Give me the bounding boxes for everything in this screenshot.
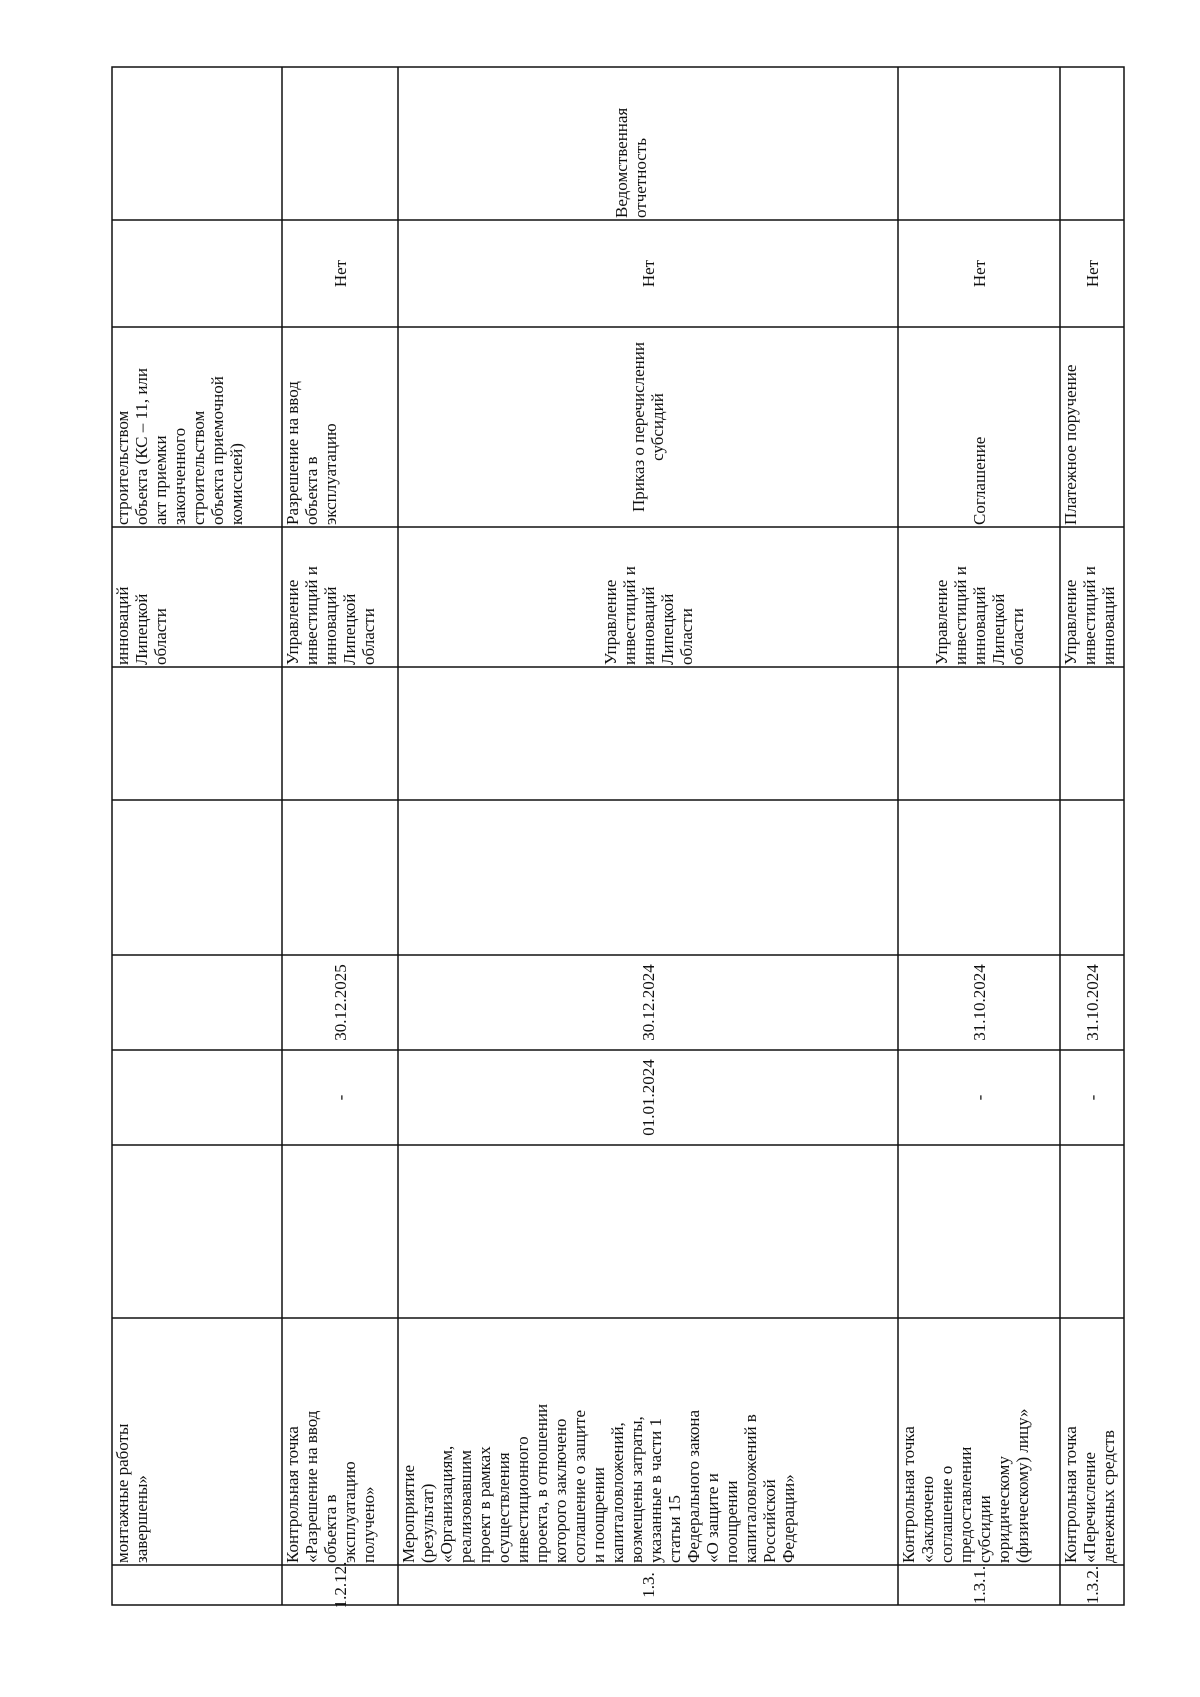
cell-r3-name: Контрольная точка «Заключено соглашение о предоставлении субсидии юридическому (физическому) лицу» — [899, 1408, 1032, 1563]
cell-r3-num: 1.3.1. — [969, 1565, 989, 1605]
cell-r2-responsible: Управление инвестиций и инноваций Липецкой области — [600, 566, 696, 665]
cell-r4-system: Нет — [1082, 259, 1102, 288]
cell-r1-num: 1.2.12. — [330, 1561, 350, 1609]
cell-r2-start: 01.01.2024 — [638, 1059, 658, 1136]
cell-r0-responsible: инноваций Липецкой области — [113, 586, 170, 665]
cell-r1-name: Контрольная точка «Разрешение на ввод объекта в эксплуатацию получено» — [283, 1410, 378, 1563]
cell-r2-document: Приказ о перечислении субсидий — [629, 342, 667, 512]
cell-r2-name: Мероприятие (результат) «Организациям, реализовавшим проект в рамках осуществления инвестиционного проекта, в отношении которого заключено соглашение о защите и поощрении капиталовложений, возмещены затраты, указанные в части 1 статьи 15 Федерального закона «О защите и поощрении капиталовложений в Российской Федерации» — [399, 1403, 798, 1563]
cell-r1-system: Нет — [330, 259, 350, 288]
cell-r1-responsible: Управление инвестиций и инноваций Липецкой области — [283, 566, 378, 665]
cell-r3-responsible: Управление инвестиций и инноваций Липецкой области — [931, 566, 1027, 665]
cell-r4-num: 1.3.2. — [1082, 1565, 1102, 1605]
cell-r4-responsible: Управление инвестиций и инноваций — [1061, 566, 1118, 665]
cell-r4-end: 31.10.2024 — [1082, 964, 1102, 1041]
cell-r3-system: Нет — [969, 259, 989, 288]
cell-r1-start: - — [330, 1094, 350, 1101]
cell-r4-name: Контрольная точка «Перечисление денежных средств — [1061, 1426, 1118, 1563]
cell-r3-end: 31.10.2024 — [969, 964, 989, 1041]
cell-r4-document: Платежное поручение — [1061, 364, 1080, 525]
cell-r2-num: 1.3. — [638, 1572, 658, 1598]
cell-r2-system: Нет — [638, 259, 658, 288]
cell-r0-document: строительством объекта (КС – 11, или акт приемки законченного строительством объекта приемочной комиссией) — [113, 368, 246, 525]
cell-r1-end: 30.12.2025 — [330, 964, 350, 1041]
cell-r2-end: 30.12.2024 — [638, 964, 658, 1041]
cell-r1-document: Разрешение на ввод объекта в эксплуатацию — [283, 381, 340, 525]
cell-r4-start: - — [1082, 1094, 1102, 1101]
cell-r3-document: Соглашение — [969, 436, 989, 525]
cell-r3-start: - — [969, 1094, 989, 1101]
cell-r2-reporting: Ведомственная отчетность — [612, 107, 650, 218]
cell-r0-name: монтажные работы завершены» — [113, 1423, 151, 1563]
